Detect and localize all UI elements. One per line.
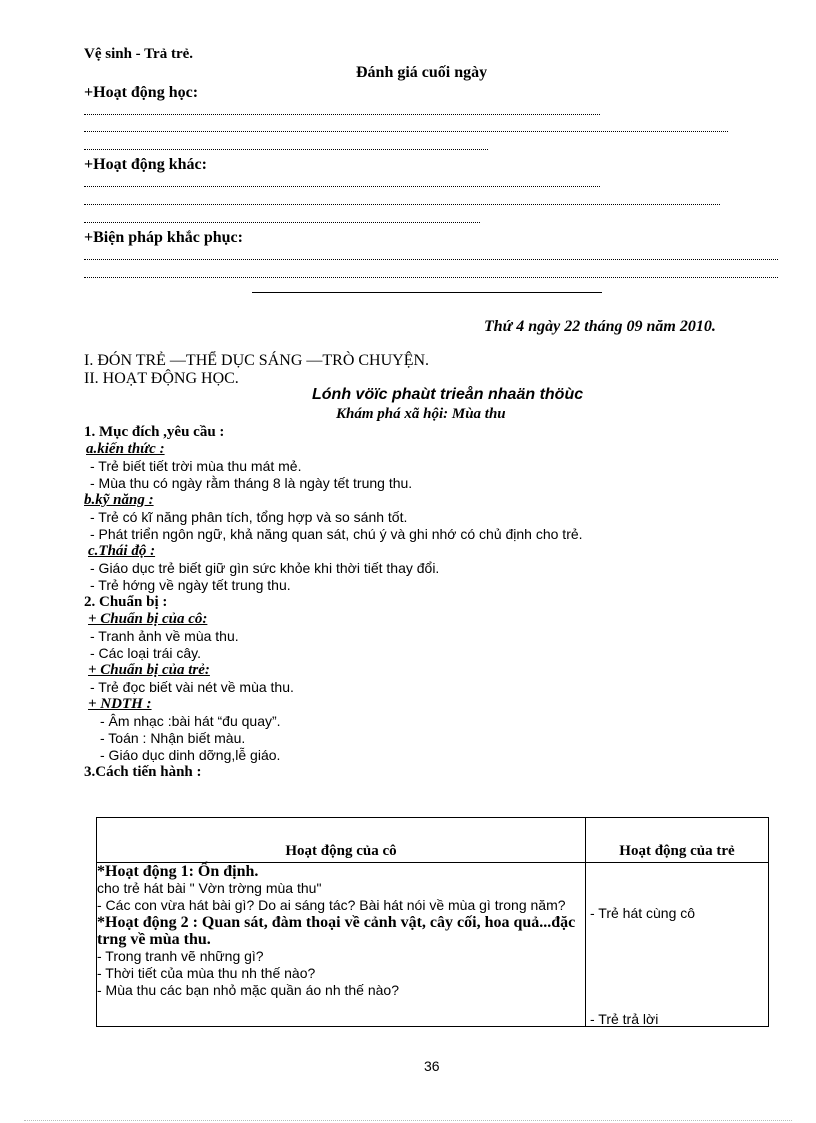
- footer-divider: [24, 1120, 792, 1121]
- hoat-dong-khac-label: +Hoạt động khác:: [84, 156, 207, 173]
- kien-thuc-heading: a.kiến thức :: [86, 441, 165, 457]
- dotted-line: [84, 259, 778, 260]
- col-header-tre: Hoạt động của trẻ: [586, 818, 769, 863]
- chuan-bi-tre-item: - Trẻ đọc biết vài nét về mùa thu.: [90, 679, 294, 695]
- hd2-line: - Trong tranh vẽ những gì?: [97, 948, 264, 964]
- cell-tre-activities: [586, 863, 769, 1027]
- thai-do-heading: c.Thái độ :: [88, 543, 156, 559]
- chuan-bi-co-item: - Các loại trái cây.: [90, 645, 201, 661]
- section-2-heading: II. HOẠT ĐỘNG HỌC.: [84, 370, 239, 387]
- ndth-item: - Âm nhạc :bài hát “đu quay”.: [100, 713, 281, 729]
- ky-nang-heading: b.kỹ năng :: [84, 492, 154, 508]
- cell-co-activities: [97, 863, 586, 1027]
- ky-nang-item: - Trẻ có kĩ năng phân tích, tổng hợp và so sánh tốt.: [90, 509, 408, 525]
- hoat-dong-hoc-label: +Hoạt động học:: [84, 84, 199, 101]
- ky-nang-item: - Phát triển ngôn ngữ, khả năng quan sát, chú ý và ghi nhớ có chủ định cho trẻ.: [90, 526, 583, 542]
- kien-thuc-item: - Mùa thu có ngày rằm tháng 8 là ngày tết trung thu.: [90, 475, 413, 491]
- hd2-title: *Hoạt động 2 : Quan sát, đàm thoại về cảnh vật, cây cối, hoa quả...đặc trng về mùa thu.: [97, 914, 576, 948]
- chuan-bi-co-item: - Tranh ảnh về mùa thu.: [90, 628, 239, 644]
- lesson-topic: Khám phá xã hội: Mùa thu: [336, 406, 506, 422]
- dotted-line: [84, 204, 720, 205]
- lesson-field: Lónh vöïc phaùt trieån nhaän thöùc: [312, 386, 584, 403]
- tre-response: - Trẻ trả lời: [590, 1011, 659, 1027]
- page-number: 36: [424, 1058, 440, 1074]
- date-line: Thứ 4 ngày 22 tháng 09 năm 2010.: [484, 318, 716, 335]
- dotted-line: [84, 222, 480, 223]
- hd1-line: - Các con vừa hát bài gì? Do ai sáng tác? Bài hát nói về mùa gì trong năm?: [97, 897, 566, 913]
- col-header-co: Hoạt động của cô: [97, 818, 586, 863]
- kien-thuc-item: - Trẻ biết tiết trời mùa thu mát mẻ.: [90, 458, 302, 474]
- ndth-item: - Giáo dục dinh dỡng,lễ giáo.: [100, 747, 281, 763]
- danh-gia-heading: Đánh giá cuối ngày: [356, 64, 488, 81]
- dotted-line: [84, 277, 778, 278]
- hd2-line: - Mùa thu các bạn nhỏ mặc quần áo nh thế nào?: [97, 982, 399, 998]
- hd2-line: - Thời tiết của mùa thu nh thế nào?: [97, 965, 316, 981]
- muc-dich-heading: 1. Mục đích ,yêu cầu :: [84, 424, 225, 440]
- hd1-line: cho trẻ hát bài " Vờn trờng mùa thu": [97, 880, 322, 896]
- section-1-heading: I. ĐÓN TRẺ —THỂ DỤC SÁNG —TRÒ CHUYỆN.: [84, 352, 430, 369]
- table-row: [97, 863, 769, 1027]
- ndth-heading: + NDTH :: [88, 696, 152, 712]
- cach-tien-hanh-heading: 3.Cách tiến hành :: [84, 764, 202, 780]
- dotted-line: [84, 114, 600, 115]
- tre-response: - Trẻ hát cùng cô: [590, 905, 696, 921]
- dotted-line: [84, 131, 728, 132]
- chuan-bi-heading: 2. Chuẩn bị :: [84, 594, 168, 610]
- chuan-bi-co-heading: + Chuẩn bị của cô:: [88, 611, 208, 627]
- bien-phap-label: +Biện pháp khắc phục:: [84, 229, 243, 246]
- lesson-content: [84, 424, 583, 781]
- dotted-line: [84, 186, 600, 187]
- dotted-line: [84, 149, 488, 150]
- separator-line: [252, 292, 602, 293]
- activity-table: [96, 817, 769, 1027]
- table-header-row: [97, 818, 769, 863]
- thai-do-item: - Trẻ hớng về ngày tết trung thu.: [90, 577, 291, 593]
- hd1-title: *Hoạt động 1: Ổn định.: [97, 863, 259, 880]
- ve-sinh-line: Vệ sinh - Trả trẻ.: [84, 46, 194, 62]
- thai-do-item: - Giáo dục trẻ biết giữ gìn sức khỏe khi thời tiết thay đổi.: [90, 560, 440, 576]
- chuan-bi-tre-heading: + Chuẩn bị của trẻ:: [88, 662, 210, 678]
- ndth-item: - Toán : Nhận biết màu.: [100, 730, 246, 746]
